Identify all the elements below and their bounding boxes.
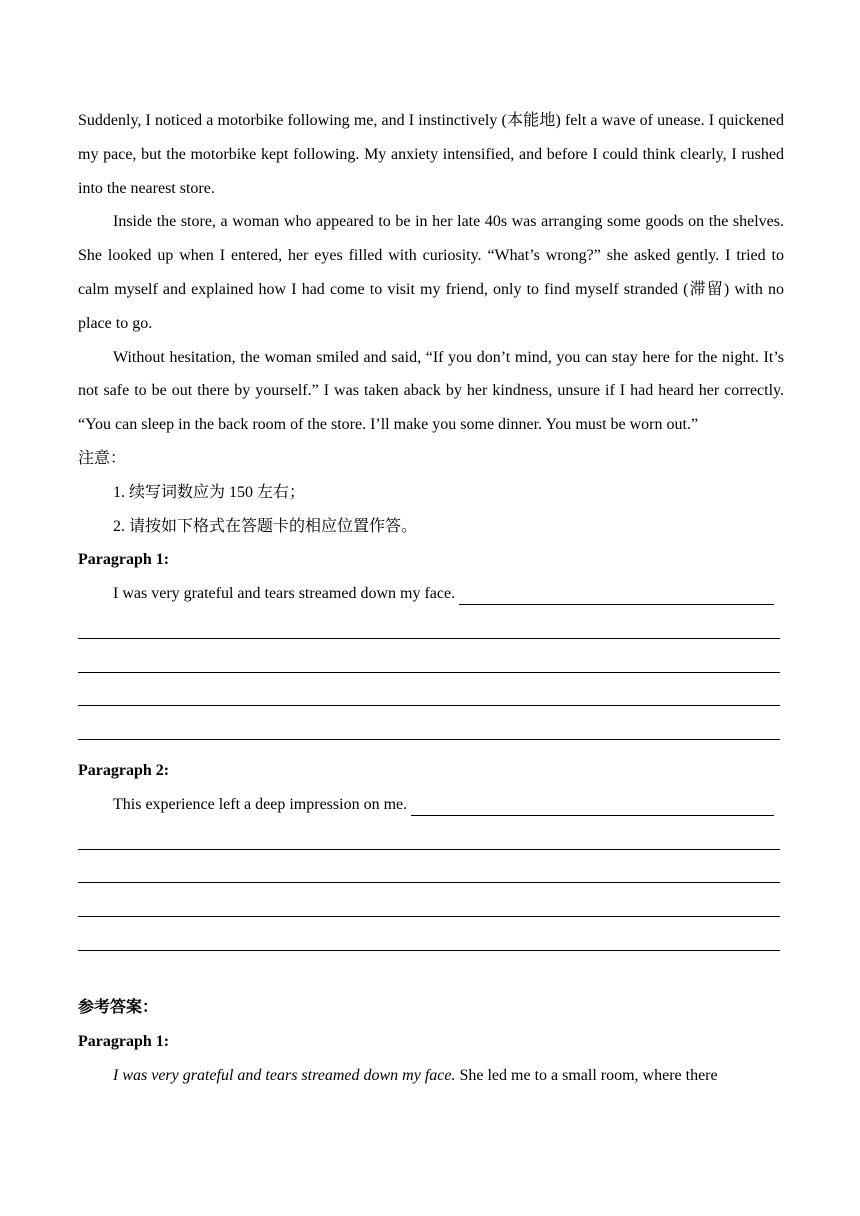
answer-paragraph-1-heading: Paragraph 1:: [78, 1032, 170, 1050]
answer-title: 参考答案：: [78, 998, 159, 1016]
writing-paragraph-2-lead: This experience left a deep impression on me.: [113, 795, 408, 813]
writing-paragraph-1-lead-line: [78, 577, 784, 611]
answer-paragraph-1: [78, 1059, 784, 1093]
answer-blank-line[interactable]: [78, 822, 784, 856]
passage-paragraph-1: Suddenly, I noticed a motorbike following me, and I instinctively (本能地) felt a wave of unease. I quickened my pace, but the motorbike kept following. My anxiety intensified, and before I could think clearly, I rushed into the nearest store.: [78, 112, 784, 197]
passage-paragraph-3: Without hesitation, the woman smiled and said, “If you don’t mind, you can stay here for the night. It’s not safe to be out there by yourself.” I was taken aback by her kindness, unsure if I had heard her correctly. “You can sleep in the back room of the store. I’ll make you some dinner. You must be worn out.”: [78, 348, 784, 434]
section-spacer: [78, 746, 784, 754]
notes-item-1: 1. 续写词数应为 150 左右；: [113, 483, 306, 501]
notes-title: 注意：: [78, 449, 127, 467]
answer-blank-line[interactable]: [78, 645, 784, 679]
writing-paragraph-1-heading: Paragraph 1:: [78, 551, 170, 569]
document-page: [78, 104, 784, 1092]
notes-item-2: 2. 请按如下格式在答题卡的相应位置作答。: [113, 517, 418, 535]
writing-paragraph-2-lead-line: [78, 788, 784, 822]
answer-blank-line[interactable]: [78, 712, 784, 746]
answer-blank-line[interactable]: [78, 889, 784, 923]
answer-blank-line[interactable]: [78, 679, 784, 713]
answer-blank-rule[interactable]: [459, 604, 774, 605]
writing-paragraph-1-lead: I was very grateful and tears streamed down my face.: [113, 585, 456, 603]
answer-blank-rule[interactable]: [411, 815, 774, 816]
passage-paragraph-2: Inside the store, a woman who appeared to be in her late 40s was arranging some goods on the shelves. She looked up when I entered, her eyes filled with curiosity. “What’s wrong?” she asked gently. I tried to calm myself and explained how I had come to visit my friend, only to find myself stranded (滞留) with no place to go.: [78, 213, 784, 332]
section-spacer: [78, 957, 784, 991]
answer-blank-line[interactable]: [78, 856, 784, 890]
writing-paragraph-2-heading: Paragraph 2:: [78, 762, 170, 780]
answer-blank-line[interactable]: [78, 611, 784, 645]
answer-paragraph-1-text: She led me to a small room, where there: [455, 1066, 718, 1084]
answer-blank-line[interactable]: [78, 923, 784, 957]
answer-paragraph-1-lead: I was very grateful and tears streamed down my face.: [113, 1066, 456, 1084]
